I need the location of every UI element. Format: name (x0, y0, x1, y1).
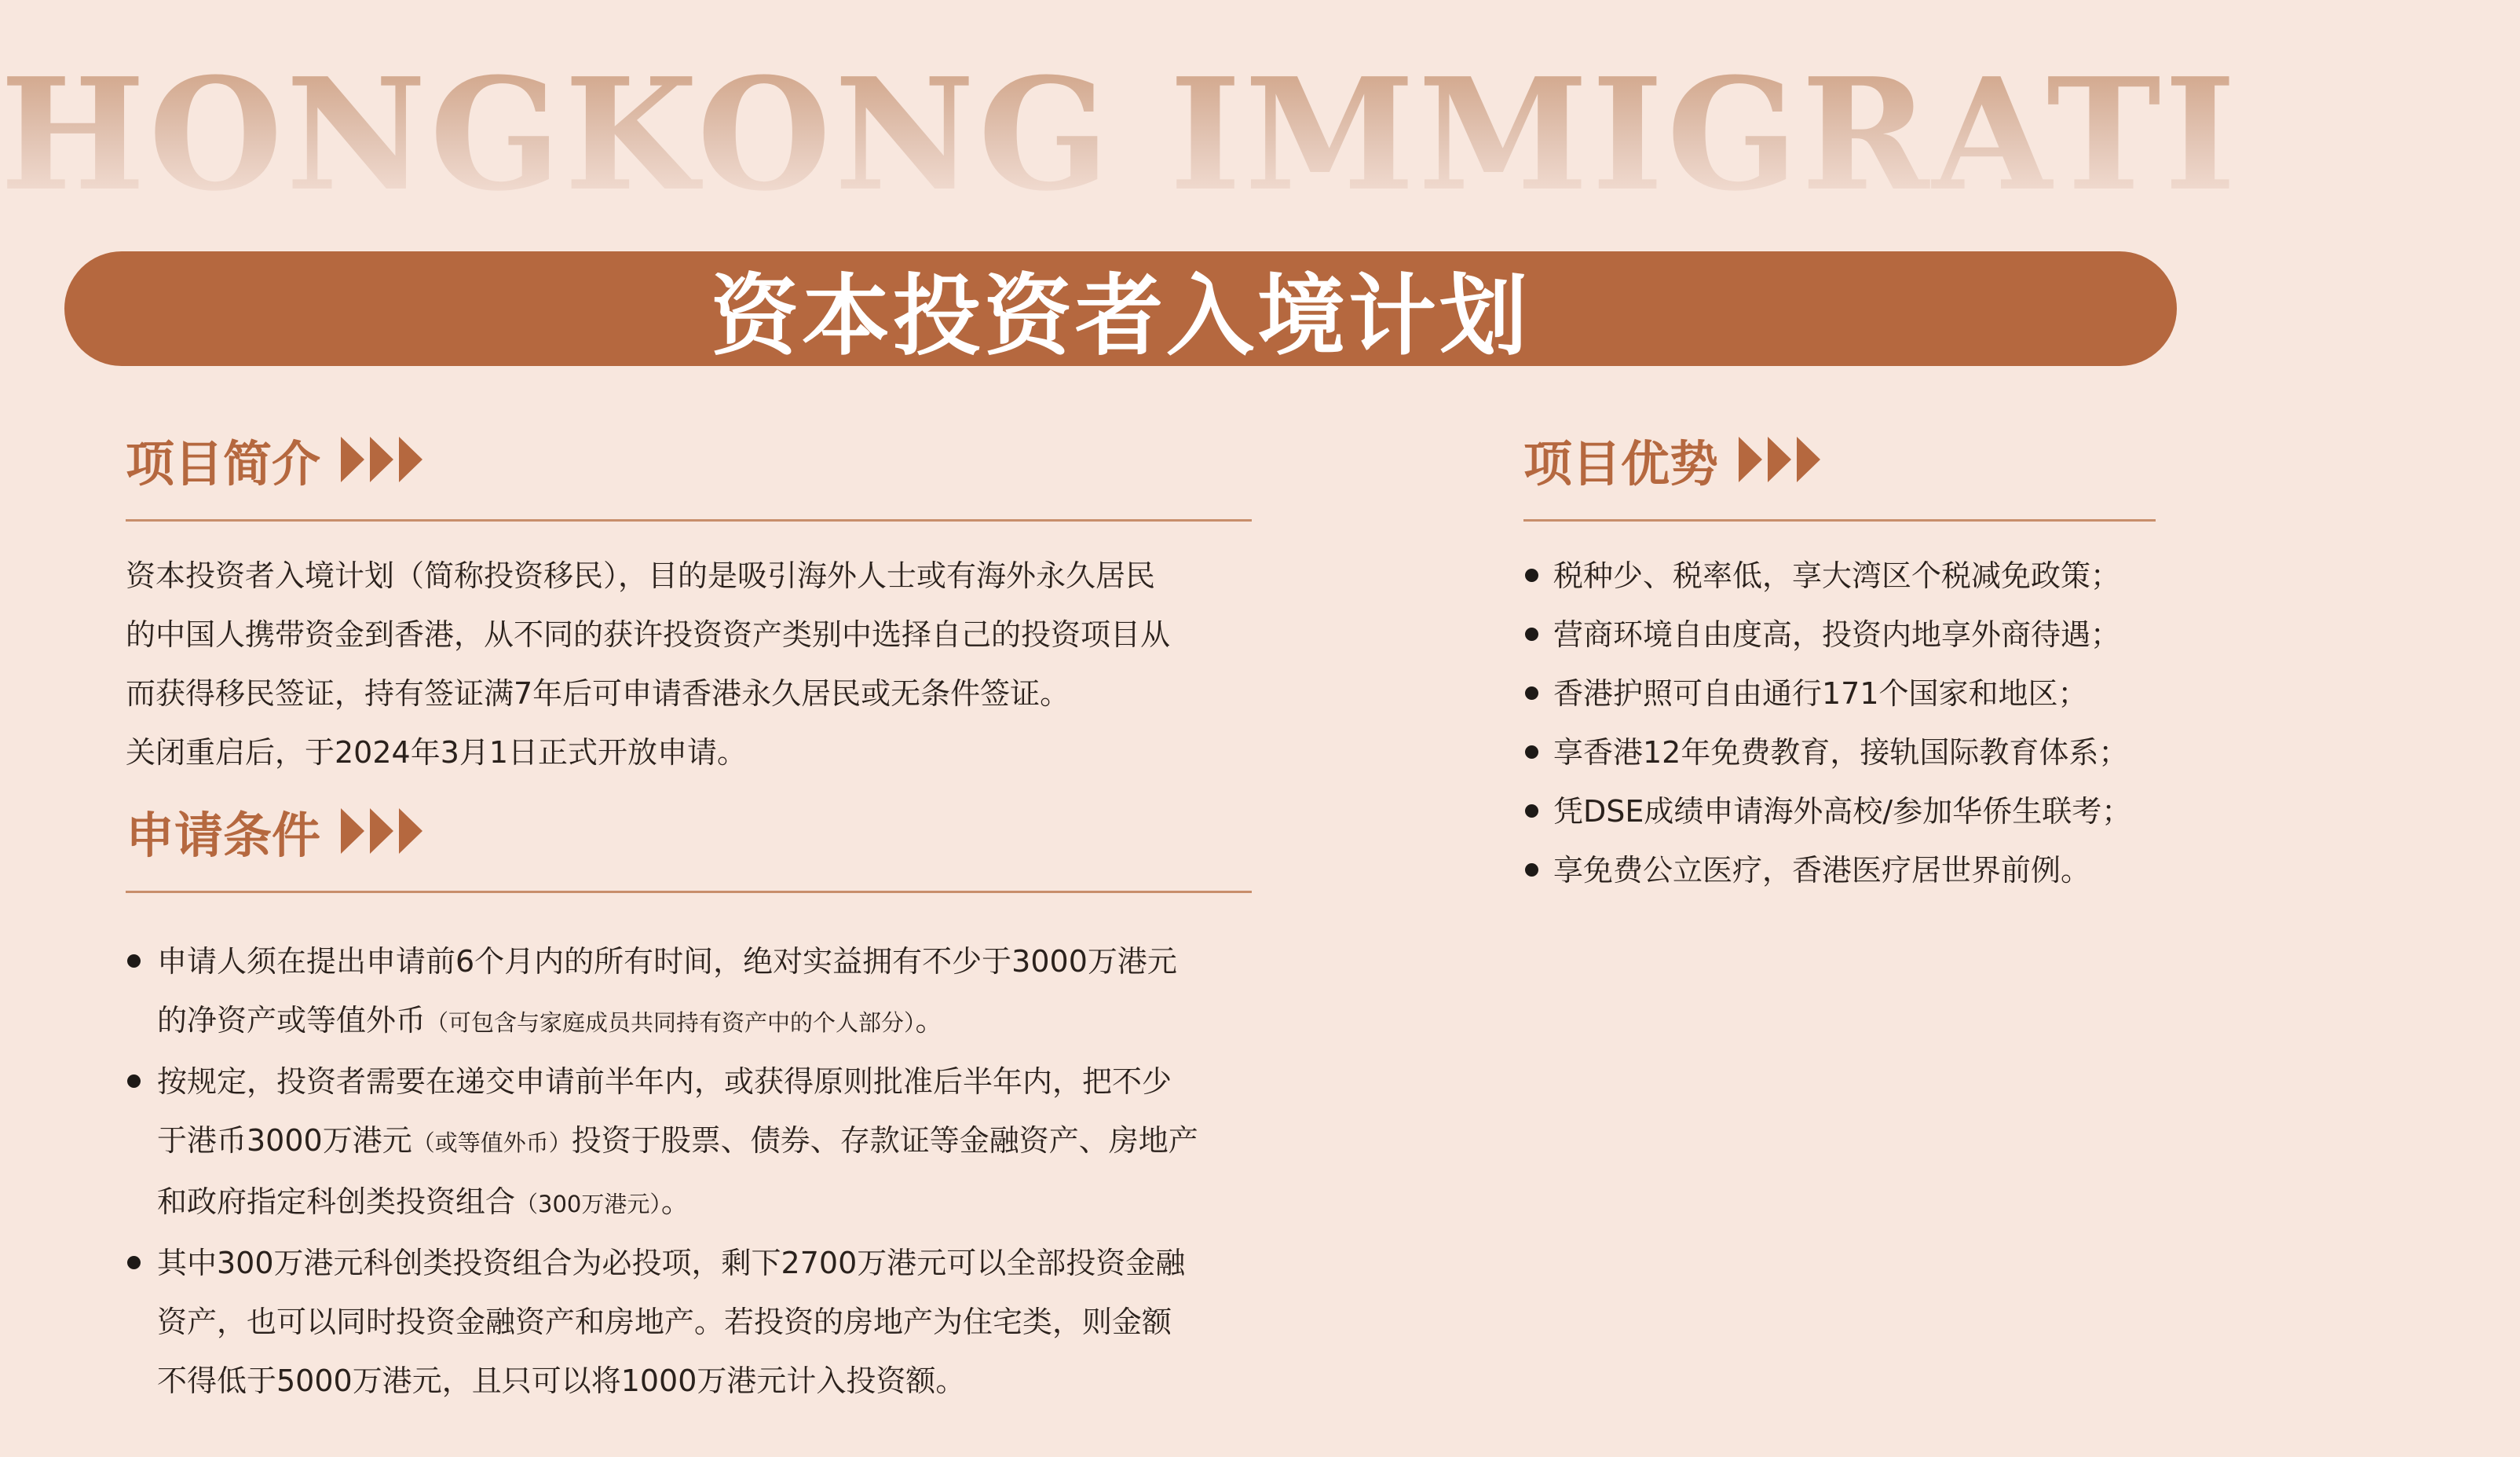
conditions-list (126, 932, 1252, 1411)
condition-line: 不得低于5000万港元，且只可以将1000万港元计入投资额。 (157, 1364, 966, 1398)
bullet-icon (1525, 628, 1538, 641)
bullet-icon (127, 1074, 141, 1088)
bullet-icon (1525, 569, 1538, 582)
list-item (1523, 547, 2156, 606)
intro-line: 而获得移民签证，持有签证满7年后可申请香港永久居民或无条件签证。 (126, 676, 1070, 711)
list-item (126, 932, 1252, 1052)
title-banner (64, 251, 2177, 366)
condition-line: 于港币3000万港元（或等值外币）投资于股票、债券、存款证等金融资产、房地产 (157, 1123, 1198, 1158)
intro-section (126, 420, 1252, 782)
advantage-text: 税种少、税率低，享大湾区个税减免政策； (1553, 558, 2121, 593)
list-item (1523, 841, 2156, 900)
bullet-icon (1525, 745, 1538, 759)
advantages-heading: 项目优势 (1523, 434, 1719, 492)
advantages-section (1523, 420, 2156, 900)
section-divider (1523, 519, 2156, 522)
condition-line: 和政府指定科创类投资组合（300万港元）。 (157, 1184, 691, 1219)
conditions-heading-row (126, 792, 1252, 870)
condition-line: 其中300万港元科创类投资组合为必投项，剩下2700万港元可以全部投资金融 (157, 1246, 1186, 1280)
intro-heading: 项目简介 (126, 434, 321, 492)
advantage-text: 享香港12年免费教育，接轨国际教育体系； (1553, 735, 2129, 770)
advantages-list (1523, 547, 2156, 900)
triple-arrow-icon (341, 437, 428, 482)
page-title: 资本投资者入境计划 (711, 265, 1531, 368)
condition-line: 的净资产或等值外币（可包含与家庭成员共同持有资产中的个人部分）。 (157, 1003, 945, 1038)
intro-heading-row (126, 420, 1252, 499)
bullet-icon (1525, 804, 1538, 818)
advantages-heading-row (1523, 420, 2156, 499)
triple-arrow-icon (341, 808, 428, 854)
advantage-text: 凭DSE成绩申请海外高校/参加华侨生联考； (1553, 794, 2132, 829)
bullet-icon (127, 954, 141, 968)
hongkong-immigration-watermark: HONGKONG IMMIGRATION (0, 45, 2520, 225)
condition-line: 申请人须在提出申请前6个月内的所有时间，绝对实益拥有不少于3000万港元 (157, 944, 1177, 979)
list-item (1523, 723, 2156, 782)
conditions-heading: 申请条件 (126, 806, 321, 864)
conditions-section (126, 792, 1252, 1411)
triple-arrow-icon (1739, 437, 1826, 482)
bullet-icon (127, 1256, 141, 1269)
intro-line: 资本投资者入境计划（简称投资移民），目的是吸引海外人士或有海外永久居民 (126, 558, 1156, 593)
bullet-icon (1525, 863, 1538, 877)
intro-line: 关闭重启后，于2024年3月1日正式开放申请。 (126, 735, 748, 770)
advantage-text: 享免费公立医疗，香港医疗居世界前例。 (1553, 853, 2091, 888)
advantage-text: 营商环境自由度高，投资内地享外商待遇； (1553, 617, 2121, 652)
list-item (1523, 782, 2156, 841)
section-divider (126, 519, 1252, 522)
list-item (126, 1052, 1252, 1234)
intro-line: 的中国人携带资金到香港，从不同的获许投资资产类别中选择自己的投资项目从 (126, 617, 1171, 652)
advantage-text: 香港护照可自由通行171个国家和地区； (1553, 676, 2088, 711)
intro-body (126, 547, 1252, 782)
bullet-icon (1525, 686, 1538, 700)
condition-line: 资产，也可以同时投资金融资产和房地产。若投资的房地产为住宅类，则金额 (157, 1305, 1172, 1339)
list-item (126, 1234, 1252, 1411)
section-divider (126, 891, 1252, 893)
list-item (1523, 664, 2156, 723)
list-item (1523, 606, 2156, 664)
condition-line: 按规定，投资者需要在递交申请前半年内，或获得原则批准后半年内，把不少 (157, 1064, 1172, 1099)
